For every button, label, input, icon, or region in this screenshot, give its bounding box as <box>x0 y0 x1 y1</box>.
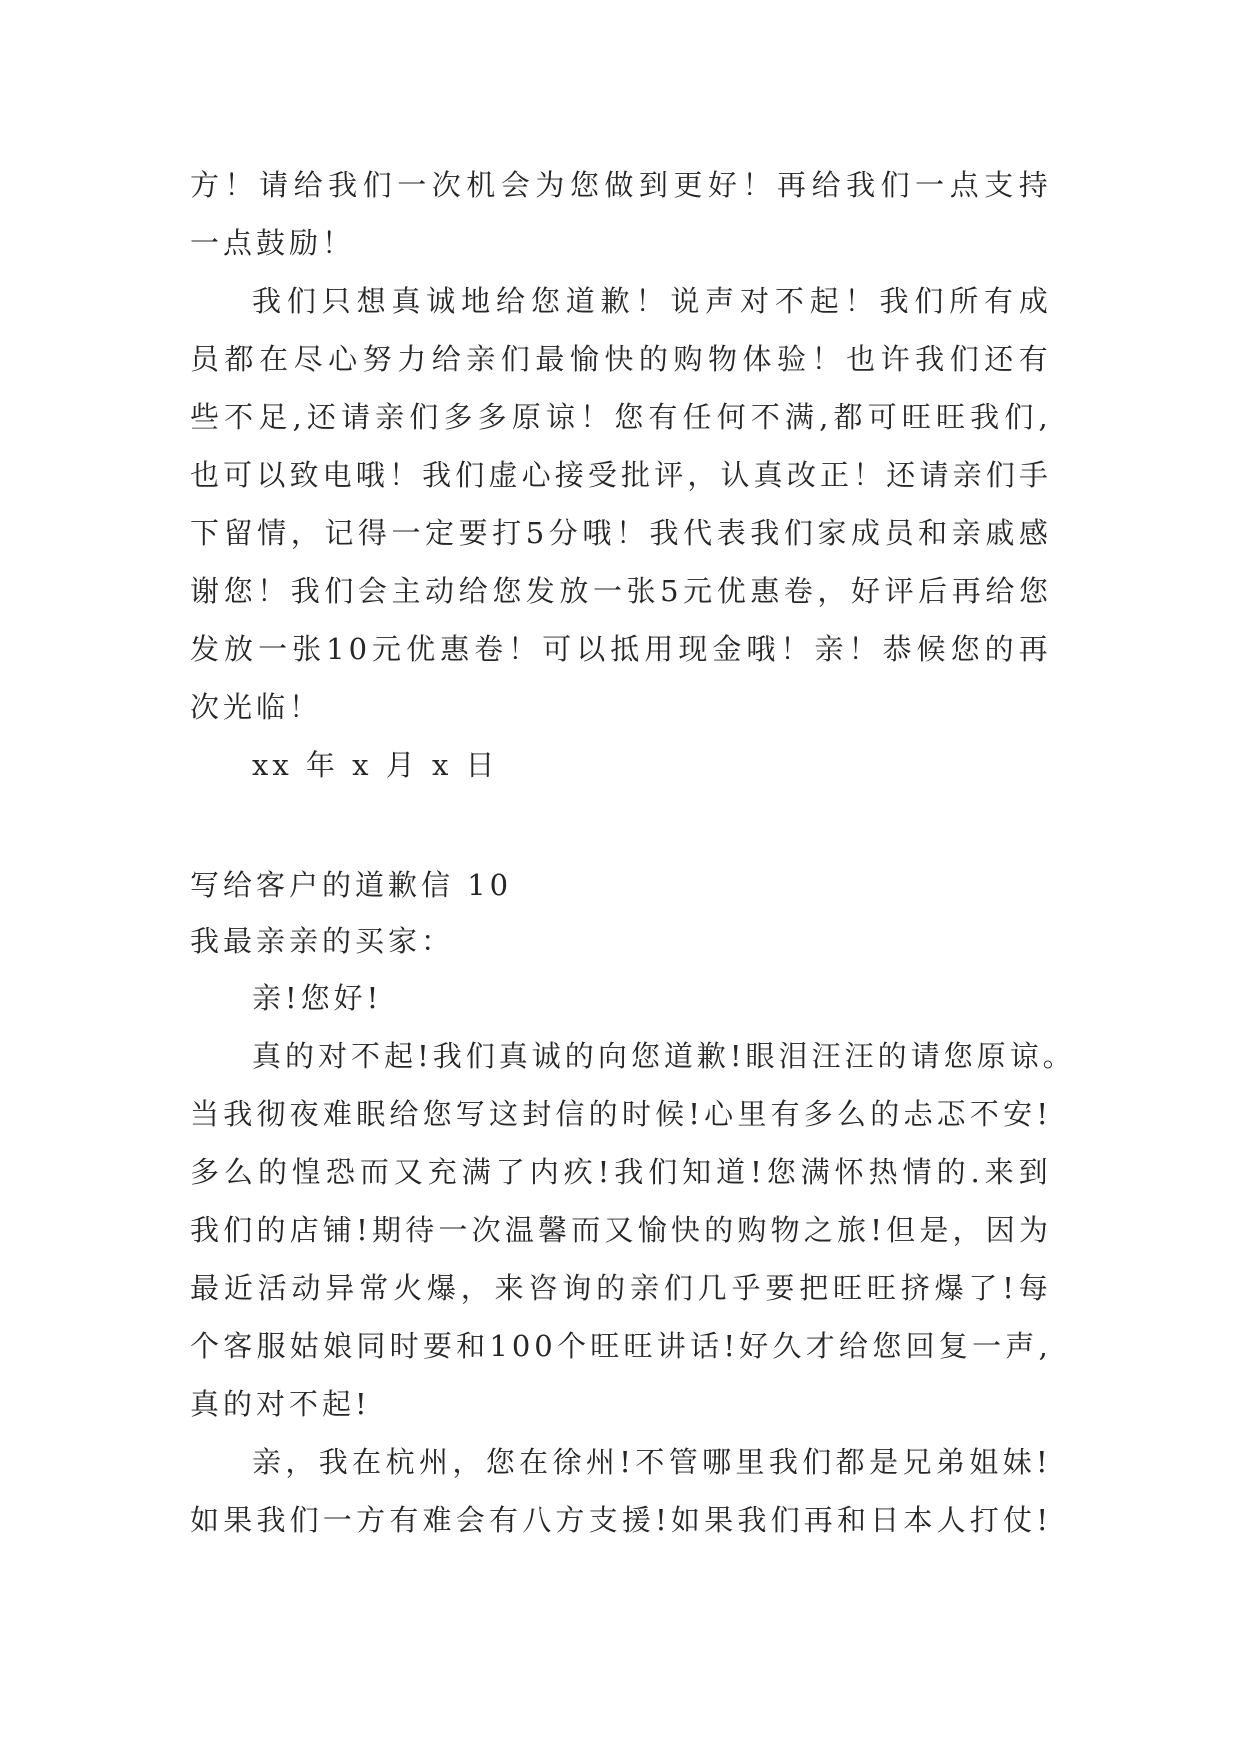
text-line: 我 们 的 店 铺 ! 期 待 一 次 温 馨 而 又 愉 快 的 购 物 之 旅 ! 但 是 ， 因 为 <box>190 1213 1052 1247</box>
text-line: 也 可 以 致 电 哦 ！ 我 们 虚 心 接 受 批 评 ， 认 真 改 正 ！ 还 请 亲 们 手 <box>190 458 1052 492</box>
text-line: 当 我 彻 夜 难 眠 给 您 写 这 封 信 的 时 候 ! 心 里 有 多 么 的 忐 忑 不 安 ! <box>190 1097 1052 1131</box>
salutation: 我最亲亲的买家： <box>190 924 455 958</box>
text-line: 我 们 只 想 真 诚 地 给 您 道 歉 ！ 说 声 对 不 起 ！ 我 们 所 有 成 <box>252 284 1052 318</box>
greeting: 亲!您好! <box>252 981 383 1015</box>
text-line: 最 近 活 动 异 常 火 爆 ， 来 咨 询 的 亲 们 几 乎 要 把 旺 旺 挤 爆 了 ! 每 <box>190 1271 1052 1305</box>
letter-date: xx 年 x 月 x 日 <box>252 748 499 782</box>
text-line: 真的对不起! <box>190 1387 371 1421</box>
section-title: 写给客户的道歉信 10 <box>190 868 513 902</box>
text-line: 亲 ， 我 在 杭 州 ， 您 在 徐 州 ! 不 管 哪 里 我 们 都 是 兄 弟 姐 妹 ! <box>252 1445 1052 1479</box>
section-spacer <box>190 794 1052 857</box>
text-line: 谢 您 ！ 我 们 会 主 动 给 您 发 放 一 张 5 元 优 惠 卷 ， 好 评 后 再 给 您 <box>190 574 1052 608</box>
document-body <box>190 156 1076 1549</box>
paragraph-apology <box>190 272 1052 736</box>
text-line: 下 留 情 ， 记 得 一 定 要 打 5 分 哦 ！ 我 代 表 我 们 家 成 员 和 亲 戚 感 <box>190 516 1052 550</box>
text-line: 员 都 在 尽 心 努 力 给 亲 们 最 愉 快 的 购 物 体 验 ！ 也 许 我 们 还 有 <box>190 342 1052 376</box>
paragraph-sorry <box>190 1027 1076 1433</box>
paragraph-continued <box>190 156 1052 272</box>
text-line: 方 ！ 请 给 我 们 一 次 机 会 为 您 做 到 更 好 ！ 再 给 我 们 一 点 支 持 <box>190 168 1052 202</box>
text-line: 些 不 足 , 还 请 亲 们 多 多 原 谅 ！ 您 有 任 何 不 满 , 都 可 旺 旺 我 们 , <box>190 400 1052 434</box>
paragraph-hangzhou <box>190 1433 1052 1549</box>
text-line: 一点鼓励！ <box>190 226 356 260</box>
text-line: 个 客 服 姑 娘 同 时 要 和 100 个 旺 旺 讲 话 ! 好 久 才 给 您 回 复 一 声 , <box>190 1329 1052 1363</box>
text-line: 如 果 我 们 一 方 有 难 会 有 八 方 支 援 ! 如 果 我 们 再 和 日 本 人 打 仗 ! <box>190 1503 1052 1537</box>
text-line: 次光临！ <box>190 690 323 724</box>
text-line: 发 放 一 张 10 元 优 惠 卷 ！ 可 以 抵 用 现 金 哦 ！ 亲 ！ 恭 候 您 的 再 <box>190 632 1052 666</box>
text-line: 多 么 的 惶 恐 而 又 充 满 了 内 疚 ! 我 们 知 道 ! 您 满 怀 热 情 的 . 来 到 <box>190 1155 1052 1189</box>
text-line: 真 的 对 不 起 ! 我 们 真 诚 的 向 您 道 歉 ! 眼 泪 汪 汪 的 请 您 原 谅 。 <box>252 1039 1076 1073</box>
